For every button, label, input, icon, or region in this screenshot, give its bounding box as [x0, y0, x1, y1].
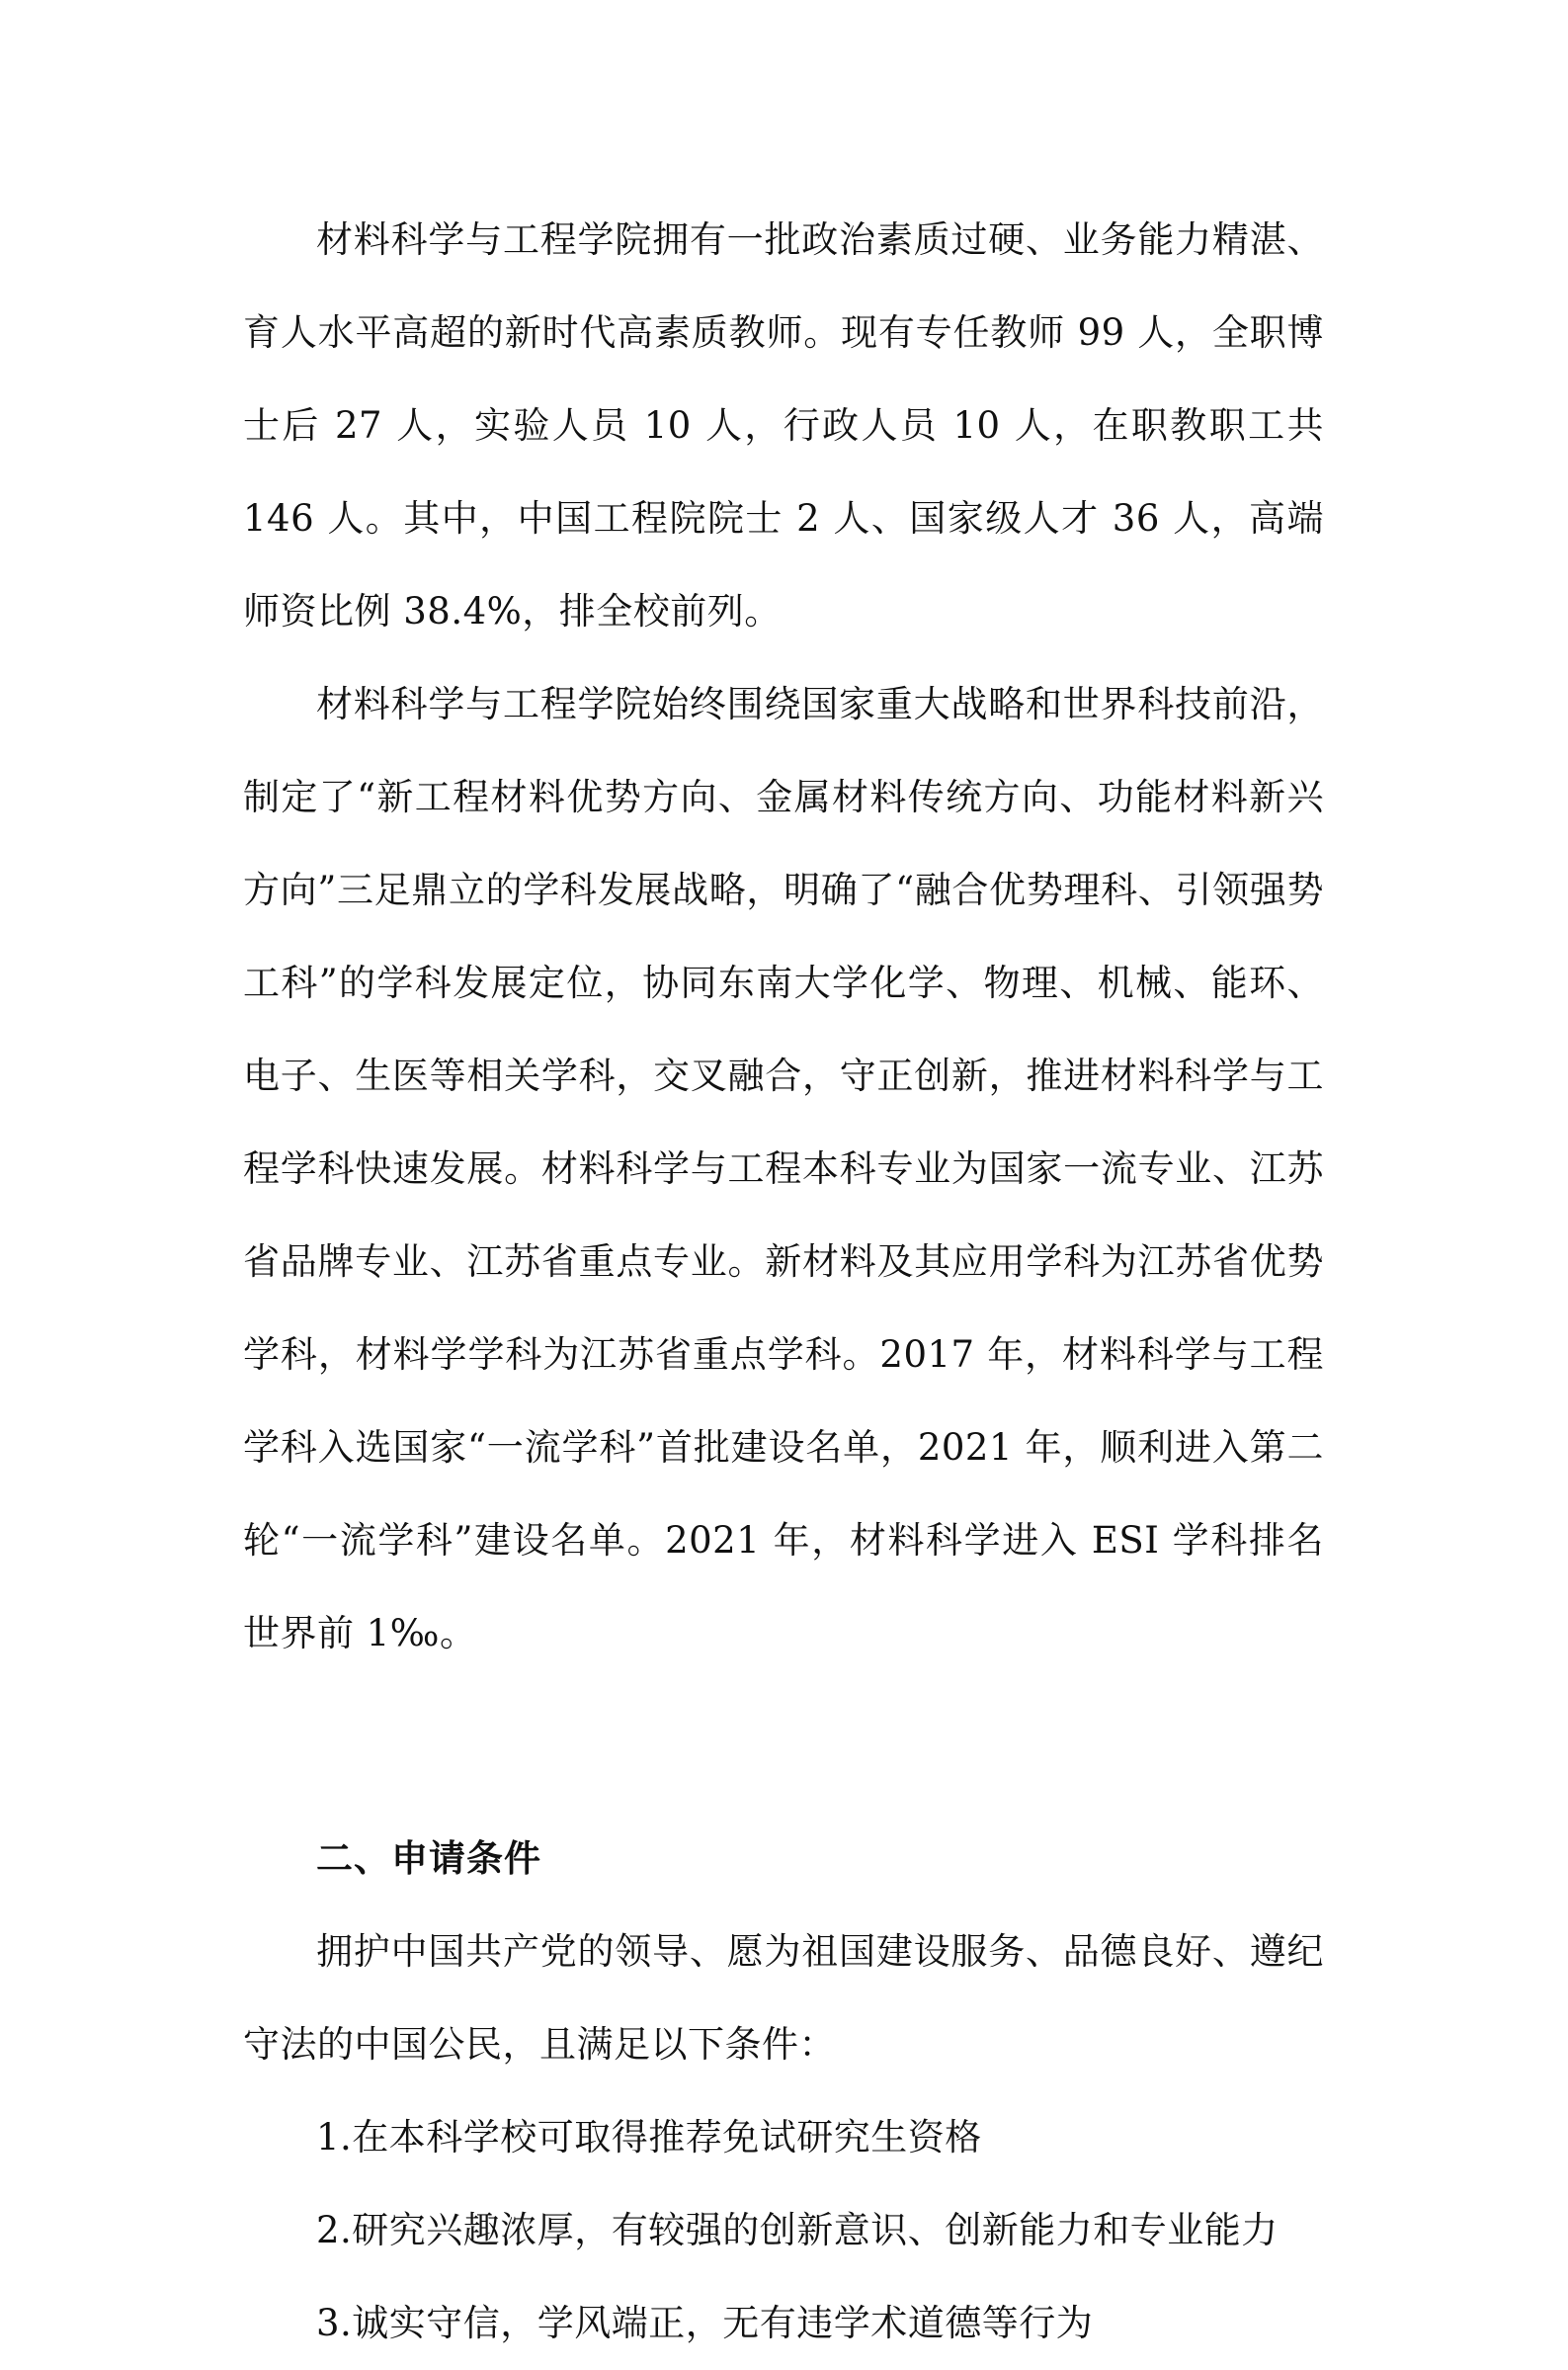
document-page [243, 194, 1324, 2370]
paragraph-conditions-intro: 拥护中国共产党的领导、愿为祖国建设服务、品德良好、遵纪守法的中国公民，且满足以下条件： [243, 1930, 1324, 2066]
paragraph-discipline: 材料科学与工程学院始终围绕国家重大战略和世界科技前沿，制定了“新工程材料优势方向、金属材料传统方向、功能材料新兴方向”三足鼎立的学科发展战略，明确了“融合优势理科、引领强势工科”的学科发展定位，协同东南大学化学、物理、机械、能环、电子、生医等相关学科，交叉融合，守正创新，推进材料科学与工程学科快速发展。材料科学与工程本科专业为国家一流专业、江苏省品牌专业、江苏省重点专业。新材料及其应用学科为江苏省优势学科，材料学学科为江苏省重点学科。2017 年，材料科学与工程学科入选国家“一流学科”首批建设名单，2021 年，顺利进入第二轮“一流学科”建设名单。2021 年，材料科学进入 ESI 学科排名世界前 1‰。 [243, 683, 1324, 1654]
section-heading-application-conditions: 二、申请条件 [316, 1837, 541, 1880]
condition-item-1: 1.在本科学校可取得推荐免试研究生资格 [316, 2116, 982, 2158]
paragraph-faculty: 材料科学与工程学院拥有一批政治素质过硬、业务能力精湛、育人水平高超的新时代高素质教师。现有专任教师 99 人，全职博士后 27 人，实验人员 10 人，行政人员 10 人，在职教职工共 146 人。其中，中国工程院院士 2 人、国家级人才 36 人，高端师资比例 38.4%，排全校前列。 [243, 218, 1324, 633]
condition-item-2: 2.研究兴趣浓厚，有较强的创新意识、创新能力和专业能力 [316, 2209, 1279, 2251]
condition-item-3: 3.诚实守信，学风端正，无有违学术道德等行为 [316, 2302, 1094, 2344]
